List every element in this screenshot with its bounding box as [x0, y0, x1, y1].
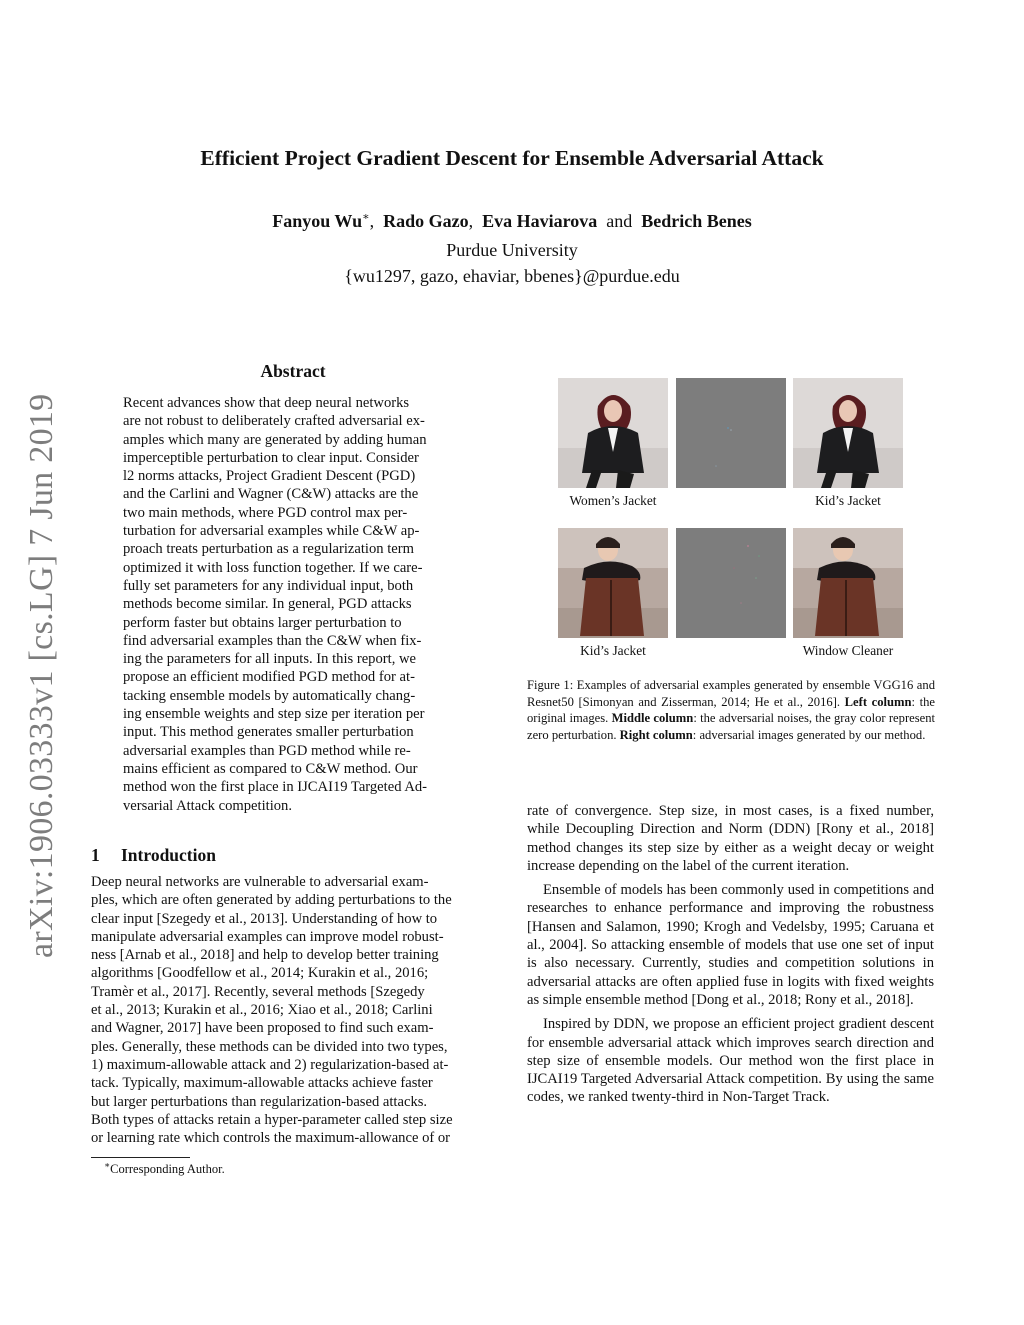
abstract-line: turbation for adversarial examples while C&W ap- [123, 523, 420, 540]
caption-prefix: Figure 1: Examples of adversarial examples generated by ensemble VGG16 and Resnet50 [Simonyan and Zisserman, 2014; He et al., 2016]. [527, 678, 935, 709]
paragraph: Inspired by DDN, we propose an efficient project gradient descent for ensemble adversarial attack which improves search direction and step size of ensemble models. Our method won the first place in IJCAI19 Targeted Adversarial Attack competition. By using the same codes, we ranked twenty-third in Non-Target Track. [527, 1016, 934, 1106]
paragraph: rate of convergence. Step size, in most cases, is a fixed number, while Decoupling Direction and Norm (DDN) [Rony et al., 2018] method changes its step size by either as a weight decay or weight increase depending on the label of the current iteration. [527, 803, 934, 874]
introduction-body [91, 873, 497, 1147]
figure-image-kid-jacket-original [558, 528, 668, 638]
abstract-line: find adversarial examples than the C&W when fix- [123, 632, 422, 649]
abstract-line: are not robust to deliberately crafted adversarial ex- [123, 413, 425, 430]
right-column-body [527, 802, 934, 1113]
abstract-line: proach treats perturbation as a regularization term [123, 541, 414, 558]
figure-image-women-jacket-adversarial [793, 378, 903, 488]
abstract-heading: Abstract [260, 361, 326, 381]
intro-line: algorithms [Goodfellow et al., 2014; Kurakin et al., 2016; [91, 965, 429, 982]
abstract-line: mains efficient as compared to C&W method. Our [123, 760, 418, 777]
abstract-line: and the Carlini and Wagner (C&W) attacks are the [123, 486, 419, 503]
author-emails: {wu1297, gazo, ehaviar, bbenes}@purdue.edu [344, 266, 680, 286]
abstract-line: method won the first place in IJCAI19 Targeted Ad- [123, 779, 428, 796]
abstract-line: propose an efficient modified PGD method for at- [123, 669, 415, 686]
intro-line: ples, which are often generated by adding perturbations to the [91, 892, 452, 909]
caption-left-label: Left column [844, 694, 912, 709]
abstract-line: two main methods, where PGD control max per- [123, 504, 408, 521]
footnote [104, 1160, 484, 1177]
intro-line: but larger perturbations than regularization-based attacks. [91, 1093, 428, 1110]
abstract-line: ing the parameters for all inputs. In this report, we [123, 651, 417, 668]
abstract-line: imperceptible perturbation to clear input. Consider [123, 449, 419, 466]
abstract-line: adversarial examples than PGD method while re- [123, 742, 411, 759]
abstract-line: ing ensemble weights and step size per iteration per [123, 706, 425, 723]
author-2: Rado Gazo [383, 211, 469, 231]
figure-label-top-left: Women’s Jacket [569, 493, 657, 508]
section-title: Introduction [121, 845, 216, 865]
footnote-rule [91, 1157, 190, 1158]
intro-line: clear input [Szegedy et al., 2013]. Understanding of how to [91, 910, 438, 927]
section-heading-introduction [91, 845, 491, 866]
abstract-line: methods become similar. In general, PGD attacks [123, 596, 412, 613]
author-3: Eva Haviarova [482, 211, 598, 231]
intro-line: Tramèr et al., 2017]. Recently, several methods [Szegedy [91, 983, 425, 1000]
paper-title: Efficient Project Gradient Descent for Ensemble Adversarial Attack [200, 146, 824, 170]
figure-image-noise-top [676, 378, 786, 488]
figure-label-top-right: Kid’s Jacket [815, 493, 881, 508]
affiliation: Purdue University [446, 240, 578, 260]
figure-label-bottom-right: Window Cleaner [802, 643, 894, 658]
arxiv-side-stamp: arXiv:1906.03333v1 [cs.LG] 7 Jun 2019 [23, 393, 60, 958]
figure-image-women-jacket-original [558, 378, 668, 488]
author-and: and [606, 211, 633, 231]
author-4: Bedrich Benes [641, 211, 752, 231]
intro-line: ness [Arnab et al., 2018] and help to develop better training [91, 947, 439, 964]
figure-label-bottom-left: Kid’s Jacket [580, 643, 646, 658]
caption-left-text: : the original images. [527, 694, 935, 726]
abstract-line: Recent advances show that deep neural networks [123, 395, 410, 411]
intro-line: et al., 2013; Kurakin et al., 2016; Xiao et al., 2018; Carlini [91, 1002, 433, 1019]
intro-line: Both types of attacks retain a hyper-parameter called step size [91, 1111, 453, 1128]
intro-line: or learning rate which controls the maximum-allowance of or [91, 1130, 451, 1147]
footnote-mark: ∗ [104, 1160, 111, 1170]
abstract-line: versarial Attack competition. [123, 797, 292, 814]
caption-middle-text: : the adversarial noises, the gray color represent zero perturbation. [527, 711, 936, 743]
author-1: Fanyou Wu [272, 211, 363, 231]
caption-middle-label: Middle column [611, 711, 694, 726]
abstract-line: tacking ensemble models by automatically chang- [123, 687, 416, 704]
author-list: Fanyou Wu∗, Rado Gazo, Eva Haviarova and Bedrich Benes [272, 211, 752, 231]
abstract-line: input. This method generates smaller perturbation [123, 724, 414, 741]
figure-caption [527, 677, 935, 744]
abstract-line: fully set parameters for any individual input, both [123, 577, 414, 594]
abstract-line: perform faster but obtains larger perturbation to [123, 614, 402, 631]
figure-image-kid-jacket-adversarial [793, 528, 903, 638]
paragraph: Ensemble of models has been commonly used in competitions and researches to enhance performance and improving the robustness [Hansen and Salamon, 1990; Krogh and Vedelsby, 1995; Caruana et al., 2004]. So attacking ensemble of models that use one set of input is also necessary. Currently, studies and competition solutions in adversarial attacks are often applied fuse in logits with fixed weights as simple ensemble method [Dong et al., 2018; Rony et al., 2018]. [527, 882, 934, 1008]
intro-line: 1) maximum-allowable attack and 2) regularization-based at- [91, 1056, 449, 1073]
figure-image-noise-bottom [676, 528, 786, 638]
section-number: 1 [91, 845, 100, 865]
footnote-text: Corresponding Author. [110, 1162, 225, 1177]
intro-line: tack. Typically, maximum-allowable attacks achieve faster [91, 1075, 433, 1092]
intro-line: and Wagner, 2017] have been proposed to find such exam- [91, 1020, 434, 1037]
caption-right-label: Right column [619, 728, 693, 743]
abstract-line: amples which many are generated by adding human [123, 431, 427, 448]
author-1-mark: ∗ [362, 211, 370, 223]
intro-line: manipulate adversarial examples can improve model robust- [91, 928, 444, 945]
abstract-body [123, 394, 464, 815]
abstract-line: l2 norms attacks, Project Gradient Descent (PGD) [123, 468, 416, 485]
caption-right-text: : adversarial images generated by our method. [692, 728, 926, 743]
intro-line: Deep neural networks are vulnerable to adversarial exam- [91, 874, 429, 890]
abstract-line: optimized it with loss function together. If we care- [123, 559, 423, 576]
intro-line: ples. Generally, these methods can be divided into two types, [91, 1038, 448, 1055]
